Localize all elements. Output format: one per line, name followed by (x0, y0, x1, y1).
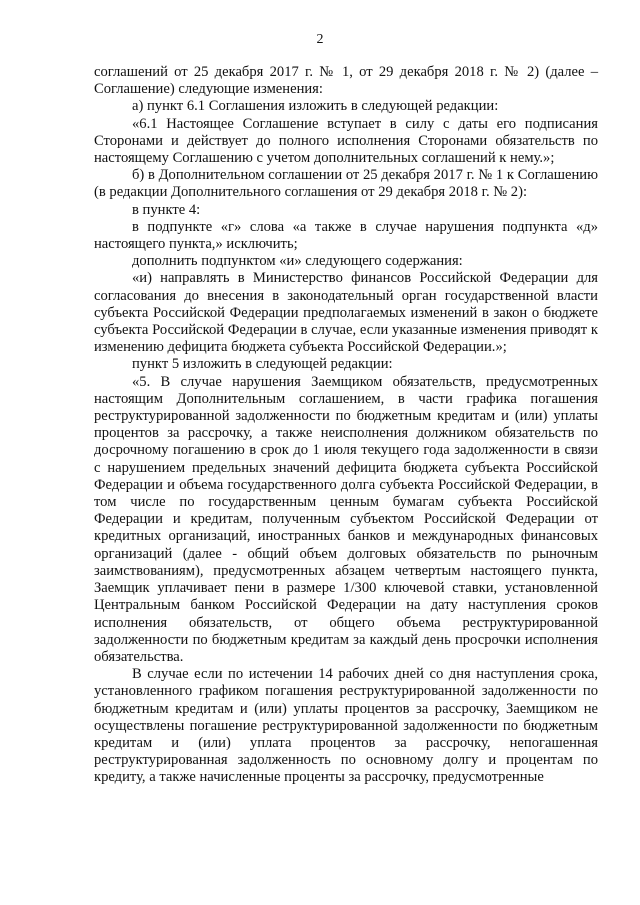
document-body (94, 64, 598, 787)
paragraph-item-a: а) пункт 6.1 Соглашения изложить в следующей редакции: (132, 98, 499, 115)
paragraph-14-days: В случае если по истечении 14 рабочих дней со дня наступления срока, установленного графиком погашения реструктурированной задолженности по бюджетным кредитам и (или) уплаты процентов за рассрочку, Заемщиком не осуществлены погашение реструктурированной задолженности по бюджетным кредитам и (или) уплата процентов за рассрочку, непогашенная реструктурированная задолженность по основному долгу и процентам по кредиту, а также начисленные проценты за рассрочку, предусмотренные (94, 666, 598, 786)
page-number: 2 (316, 32, 324, 47)
paragraph-add-subpoint-i: дополнить подпунктом «и» следующего содержания: (132, 253, 463, 270)
paragraph-point-4: в пункте 4: (132, 201, 201, 218)
paragraph-item-b: б) в Дополнительном соглашении от 25 декабря 2017 г. № 1 к Соглашению (в редакции Дополнительного соглашения от 29 декабря 2018 г. № 2): (94, 167, 598, 201)
paragraph-amendments-intro: соглашений от 25 декабря 2017 г. № 1, от 29 декабря 2018 г. № 2) (далее – Соглашение) следующие изменения: (94, 64, 598, 98)
paragraph-clause-6-1: «6.1 Настоящее Соглашение вступает в силу с даты его подписания Сторонами и действует до полного исполнения Сторонами обязательств по настоящему Соглашению с учетом дополнительных соглашений к нему.»; (94, 115, 598, 167)
paragraph-point-5: «5. В случае нарушения Заемщиком обязательств, предусмотренных настоящим Дополнительным соглашением, в части графика погашения реструктурированной задолженности по бюджетным кредитам и (или) уплаты процентов за рассрочку, а также неисполнения должником обязательств по досрочному погашению в срок до 1 июля текущего года задолженности в связи с нарушением предельных значений дефицита бюджета субъекта Российской Федерации и объема государственного долга субъекта Российской Федерации, в том числе по государственным ценным бумагам субъекта Российской Федерации и кредитам, полученным субъектом Российской Федерации от кредитных организаций, иностранных банков и международных финансовых организаций (далее - общий объем долговых обязательств по рыночным заимствованиям), предусмотренных абзацем четвертым настоящего пункта, Заемщик уплачивает пени в размере 1/300 ключевой ставки, установленной Центральным банком Российской Федерации на дату наступления сроков исполнения обязательств, от общего объема реструктурированной задолженности по бюджетным кредитам за каждый день просрочки исполнения обязательства. (94, 373, 598, 665)
paragraph-point-5-intro: пункт 5 изложить в следующей редакции: (132, 356, 393, 373)
paragraph-subpoint-g: в подпункте «г» слова «а также в случае нарушения подпункта «д» настоящего пункта,» исключить; (94, 218, 598, 253)
paragraph-subpoint-i: «и) направлять в Министерство финансов Российской Федерации для согласования до внесения в законодательный орган государственной власти субъекта Российской Федерации предполагаемых изменений в закон о бюджете субъекта Российской Федерации в случае, если указанные изменения приводят к изменению дефицита бюджета субъекта Российской Федерации.»; (94, 270, 598, 356)
